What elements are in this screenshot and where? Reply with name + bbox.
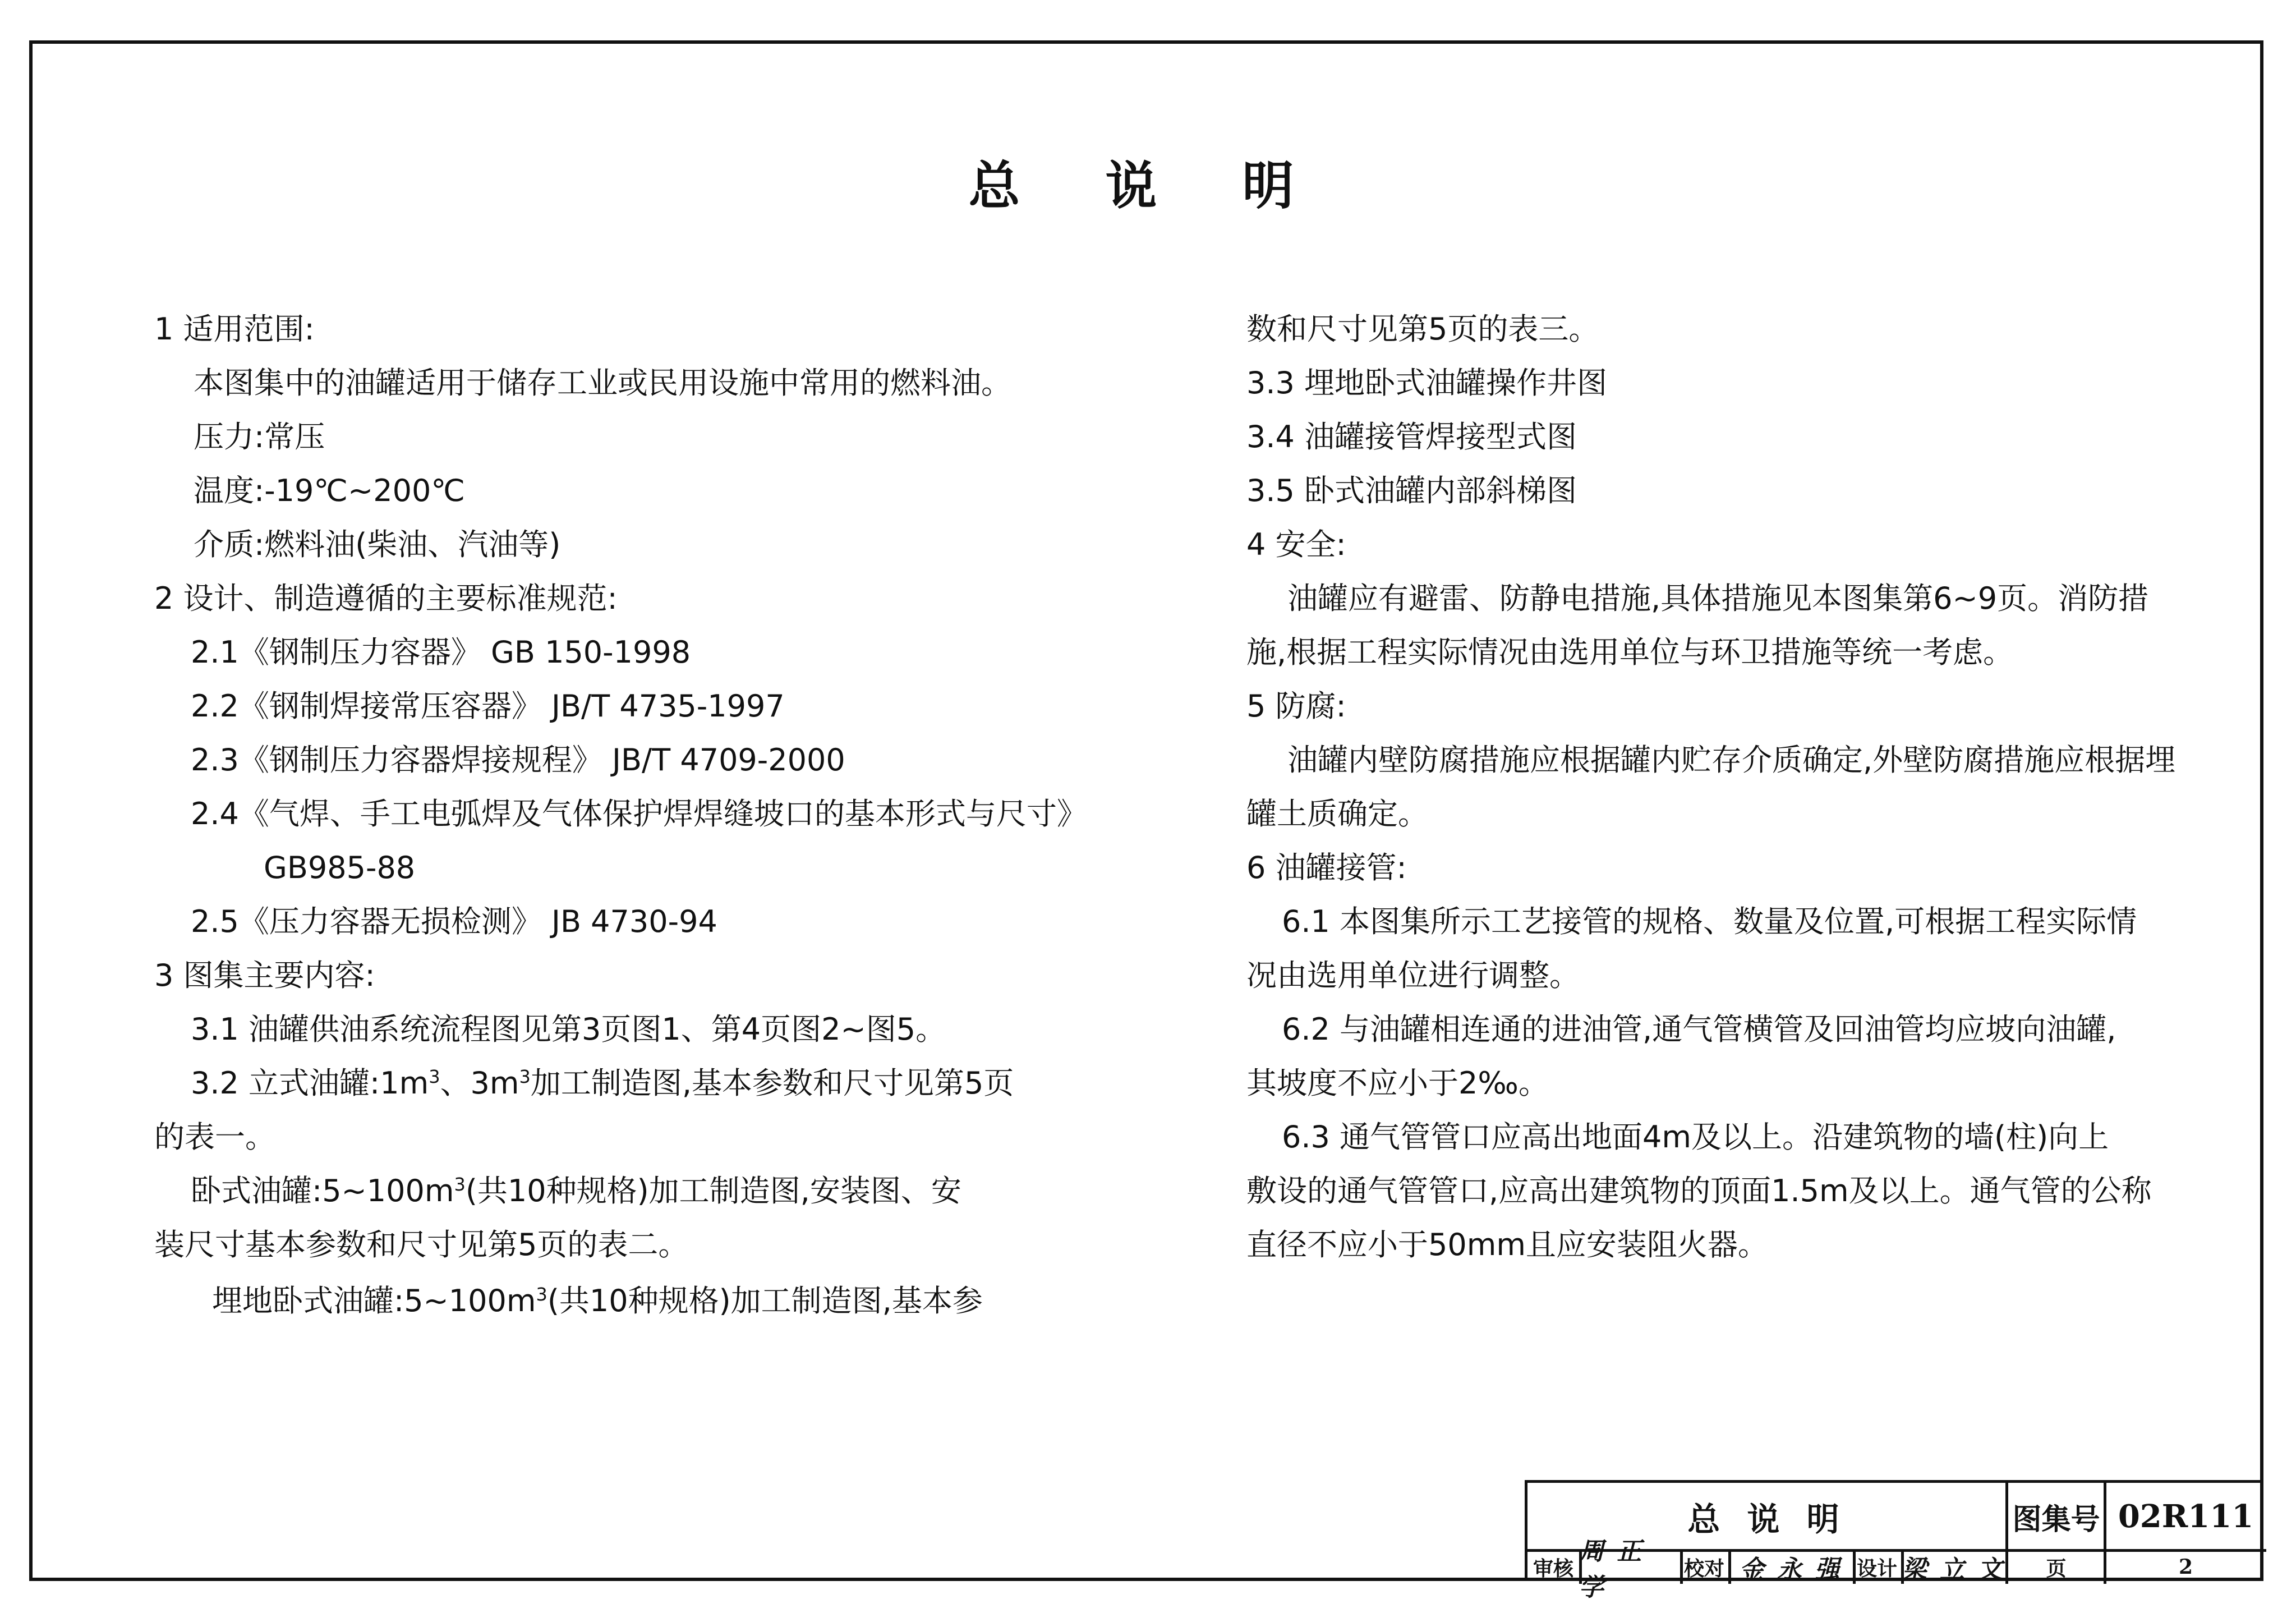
superscript-3: 3 (454, 1174, 466, 1195)
review-label: 审核 (1533, 1557, 1573, 1580)
content-3-5: 3.5 卧式油罐内部斜梯图 (1246, 473, 1577, 508)
standard-2-4-code: GB985-88 (264, 850, 416, 885)
design-signature: 梁 立 文 (1902, 1555, 2005, 1584)
superscript-3: 3 (536, 1284, 547, 1305)
content-3-1: 3.1 油罐供油系统流程图见第3页图1、第4页图2~图5。 (191, 1012, 946, 1047)
superscript-3: 3 (429, 1066, 440, 1087)
content-6-1-cont: 况由选用单位进行调整。 (1246, 958, 1580, 993)
title-block-atlas-number: 02R111 (2118, 1498, 2254, 1535)
standard-2-1: 2.1《钢制压力容器》 GB 150-1998 (191, 635, 691, 670)
check-label: 校对 (1683, 1557, 1724, 1580)
page-title: 总 说 明 (968, 156, 1328, 216)
anticorrosion-text-2: 罐土质确定。 (1246, 796, 1428, 831)
content-3-4: 3.4 油罐接管焊接型式图 (1246, 419, 1577, 454)
content-3-2-part3: 加工制造图,基本参数和尺寸见第5页 (530, 1065, 1014, 1101)
content-6-3-cont-2: 直径不应小于50mm且应安装阻火器。 (1246, 1227, 1768, 1262)
content-3-3: 3.3 埋地卧式油罐操作井图 (1246, 365, 1608, 401)
standard-2-5: 2.5《压力容器无损检测》 JB 4730-94 (191, 904, 717, 939)
buried-tank-part1: 埋地卧式油罐:5~100m (212, 1283, 536, 1318)
design-label: 设计 (1856, 1557, 1897, 1580)
buried-tank-line (212, 1283, 983, 1318)
buried-tank-part2: (共10种规格)加工制造图,基本参 (547, 1283, 983, 1318)
check-signature: 金 永 强 (1739, 1555, 1842, 1584)
content-3-2-part2: 、3m (440, 1065, 519, 1101)
content-6-3-cont-1: 敷设的通气管管口,应高出建筑物的顶面1.5m及以上。通气管的公称 (1246, 1173, 2152, 1208)
content-3-2 (191, 1065, 1014, 1101)
horizontal-tank-cont: 装尺寸基本参数和尺寸见第5页的表二。 (154, 1227, 689, 1262)
content-6-2-cont: 其坡度不应小于2‰。 (1246, 1065, 1549, 1101)
section-2-heading: 2 设计、制造遵循的主要标准规范: (154, 581, 618, 616)
content-3-2-tail: 数和尺寸见第5页的表三。 (1246, 311, 1599, 347)
standard-2-4: 2.4《气焊、手工电弧焊及气体保护焊焊缝坡口的基本形式与尺寸》 (191, 796, 1087, 831)
review-signature: 周 正 学 (1579, 1537, 1644, 1602)
content-6-3: 6.3 通气管管口应高出地面4m及以上。沿建筑物的墙(柱)向上 (1282, 1119, 2109, 1155)
content-6-1: 6.1 本图集所示工艺接管的规格、数量及位置,可根据工程实际情 (1282, 904, 2137, 939)
section-3-heading: 3 图集主要内容: (154, 958, 375, 993)
scope-description: 本图集中的油罐适用于储存工业或民用设施中常用的燃料油。 (194, 365, 1011, 401)
section-6-heading: 6 油罐接管: (1246, 850, 1407, 885)
temperature-line: 温度:-19℃~200℃ (194, 473, 465, 508)
content-6-2: 6.2 与油罐相连通的进油管,通气管横管及回油管均应坡向油罐, (1282, 1012, 2116, 1047)
title-block-atlas-label: 图集号 (2012, 1502, 2100, 1537)
superscript-3: 3 (519, 1066, 531, 1087)
standard-2-3: 2.3《钢制压力容器焊接规程》 JB/T 4709-2000 (191, 742, 845, 778)
safety-text-2: 施,根据工程实际情况由选用单位与环卫措施等统一考虑。 (1246, 635, 2014, 670)
title-block-drawing-title: 总 说 明 (1687, 1500, 1847, 1538)
standard-2-2: 2.2《钢制焊接常压容器》 JB/T 4735-1997 (191, 688, 785, 724)
medium-line: 介质:燃料油(柴油、汽油等) (194, 527, 561, 562)
section-4-heading: 4 安全: (1246, 527, 1346, 562)
title-block (1525, 1480, 2263, 1602)
pressure-line: 压力:常压 (194, 419, 325, 454)
horizontal-tank-part2: (共10种规格)加工制造图,安装图、安 (465, 1173, 961, 1208)
horizontal-tank-line (191, 1173, 961, 1208)
horizontal-tank-part1: 卧式油罐:5~100m (191, 1173, 454, 1208)
page-number: 2 (2178, 1555, 2193, 1579)
anticorrosion-text-1: 油罐内壁防腐措施应根据罐内贮存介质确定,外壁防腐措施应根据埋 (1287, 742, 2176, 778)
content-3-2-cont: 的表一。 (154, 1119, 275, 1155)
section-5-heading: 5 防腐: (1246, 688, 1346, 724)
safety-text-1: 油罐应有避雷、防静电措施,具体措施见本图集第6~9页。消防措 (1287, 581, 2149, 616)
section-1-heading: 1 适用范围: (154, 311, 315, 347)
page-label: 页 (2046, 1557, 2067, 1580)
content-3-2-part1: 3.2 立式油罐:1m (191, 1065, 429, 1101)
